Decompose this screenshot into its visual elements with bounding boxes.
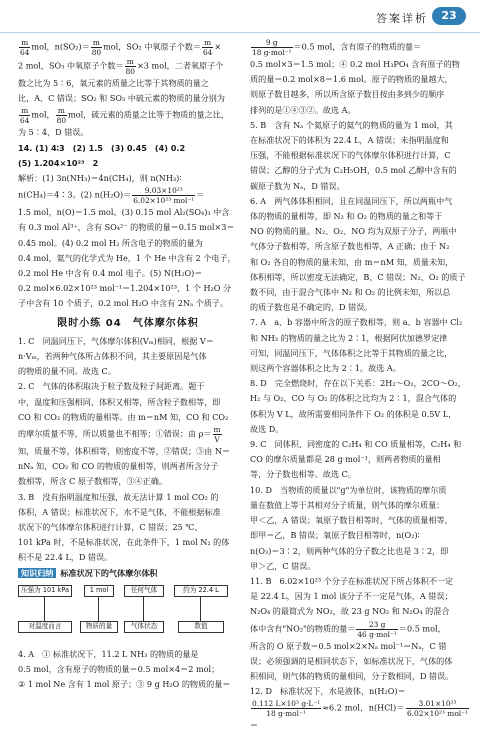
text-line: 0.4 mol，氦气的化学式为 He，1 个 He 中含有 2 个电子，: [18, 252, 236, 263]
text-line: n(CH₄)＝4∶3。(2) n(H₂O)＝ $\frac{\text{9.03×10²³}}{\text{6.02×10²³ mol⁻¹}}$ ＝: [18, 186, 205, 206]
diagram-box: 对温度而言: [18, 621, 72, 633]
text-line: n(O₃)＝3∶2，则两种气体的分子数之比也是 3∶2，即: [250, 545, 449, 556]
text-line: 和 NH₃ 的物质的量之比为 2∶1，根据阿伏加德罗定律: [250, 332, 448, 343]
text-line: 积不是 22.4 L，D 错误。: [18, 552, 113, 563]
text-line: 的质子数也是不确定的，D 错误。: [250, 302, 373, 313]
text-line: 故选 D。: [250, 423, 284, 434]
text-line: 质的量＝0.2 mol×8＝1.6 mol。原子的物质的量越大，: [250, 74, 453, 85]
fraction: $\frac{m}{64}$: [20, 106, 30, 126]
text-line: 碳原子数为 Nₐ，D 错误。: [250, 180, 345, 191]
text-line: 即甲＝乙，B 错误；氧原子数目相等时，n(O₂)∶: [250, 530, 420, 541]
text-line: 3. B 没有指明温度和压强，故无法计算 1 mol CO₂ 的: [18, 491, 219, 502]
text-line: 体积相等，所以密度无法确定，B、C 错误；N₂、O₂ 的质子: [250, 271, 466, 282]
fraction: $\frac{23 g}{\text{46 g·mol⁻¹}}$: [357, 619, 397, 639]
text-line: 甲＜乙，A 错误；氧原子数目相等时，气体的质量相等，: [250, 515, 453, 526]
page-number: 23: [432, 7, 466, 25]
text-line: 体积为 V L，故所需要相同条件下 O₂ 的体积是 0.5V L，: [250, 408, 457, 419]
diagram-box: 任何气体: [124, 585, 164, 597]
diagram-box: 压强为 101 kPa: [18, 585, 72, 597]
text-line: 数相等，所含 C 原子数相等，③④正确。: [18, 476, 167, 487]
text-line: 的物质的量不同。故选 C。: [18, 366, 116, 377]
fraction: $\frac{\text{0.112 L×10³ g·L⁻¹}}{\text{18 g·mol⁻¹}}$: [252, 699, 321, 719]
text-line: 7. A a、b 容器中所含的原子数相等，则 a、b 容器中 Cl₂: [250, 317, 463, 328]
text-line: 子中含有 10 个质子，0.2 mol H₂O 中含有 2Nₐ 个质子。: [18, 298, 229, 309]
text-line: 比，A、C 错误；SO₂ 和 SO₃ 中硫元素的物质的量分别为: [18, 93, 225, 104]
text-line: 甲＞乙，C 错误。: [250, 560, 316, 571]
text-line: N₂O₄ 的最简式为 NO₂，故 23 g NO₂ 和 N₂O₄ 的混合: [250, 606, 450, 617]
text-line: 8. D 完全燃烧时，存在以下关系：2H₂～O₂，2CO～O₂，: [250, 378, 466, 389]
diagram-box: 数值: [178, 621, 224, 633]
answer-14-b: (5) 1.204×10²³ 2: [18, 157, 99, 168]
text-line: 排列的是①④③②。故选 A。: [250, 104, 356, 115]
fraction: $\frac{m}{64}$: [20, 38, 30, 57]
fraction: $\frac{m}{80}$: [56, 106, 67, 126]
text-line: 数不同，由于混合气体中 N₂ 和 O₂ 的比例未知，所以总: [250, 287, 451, 298]
text-line: 4. A ① 标准状况下，11.2 L NH₃ 的物质的量是: [18, 648, 199, 659]
text-line: 所含的 O 原子数＝0.5 mol×2×Nₐ mol⁻¹＝Nₐ，C 错: [250, 640, 447, 651]
fraction: $\frac{9 g}{\text{18 g·mol⁻¹}}$: [252, 38, 292, 57]
text-line: 6. A 两气体体积相同，且在同温同压下，所以两瓶中气: [250, 195, 453, 206]
diagram-line: [98, 596, 99, 621]
text-line: 误；必须强调的是相同状态下，如标准状况下，气体的体: [250, 655, 453, 666]
header-title: 答案详析: [376, 12, 428, 25]
diagram-box: 气体状态: [124, 621, 164, 633]
text-line: 12. D 标准状况下，水是液体，n(H₂O)＝: [250, 686, 406, 697]
text-line: H₂ 与 O₂、CO 与 O₂ 的体积之比均为 2∶1，混合气体的: [250, 393, 457, 404]
text-line: CO 的摩尔质量都是 28 g·mol⁻¹，则两者物质的量相: [250, 454, 441, 465]
knowledge-summary-title: 知识归纳 标准状况下的气体摩尔体积: [18, 566, 238, 581]
text-line: nNₐ 知，CO₂ 和 CO 的物质的量相等，则两者所含分子: [18, 461, 219, 472]
text-line: ② 1 mol Ne 含有 1 mol 原子；③ 9 g H₂O 的物质的量＝: [18, 679, 231, 690]
text-line: 2. C 气体的体积取决于粒子数及粒子间距离。题干: [18, 381, 205, 392]
text-line: 为 5∶4，D 错误。: [18, 127, 89, 138]
diagram-box: 1 mol: [84, 585, 114, 597]
diagram-box: 物质的量: [80, 621, 118, 633]
text-line: 是 22.4 L，因为 1 mol 该分子不一定是气体，A 错误；: [250, 591, 453, 602]
fraction: $\frac{m}{64}$: [202, 38, 213, 57]
text-line: 气体分子数相等，所含原子数也相等，A 正确；由于 N₂: [250, 241, 450, 252]
text-line: 则原子数目越多，所以所含原子数目按由多到少的顺序: [250, 89, 445, 100]
text-line: 在标准状况下的体积为 22.4 L，A 错误；未指明温度和: [250, 135, 449, 146]
text-line: 体的物质的量相等，即 N₂ 和 O₂ 的物质的量之和等于: [250, 211, 443, 222]
fraction: $\frac{m}{V}$: [213, 425, 221, 445]
text-line: 压强，不能根据标准状况下的气体摩尔体积进行计算，C: [250, 150, 451, 161]
text-line: n·Vₘ，若两种气体所占体积不同，其主要原因是气体: [18, 351, 207, 362]
text-line: 中，温度和压强相同，体积又相等，所含粒子数相等，即: [18, 396, 221, 407]
text-line: 0.5 mol×3＝1.5 mol；④ 0.2 mol H₃PO₄ 含有原子的物: [250, 59, 460, 69]
text-line: 则这两个容器体积之比为 2∶1。故选 A。: [250, 363, 401, 374]
text-line: 0.45 mol。(4) 0.2 mol H₂ 所含电子的物质的量为: [18, 237, 203, 248]
text-line: 101 kPa 时，不是标准状况，在此条件下，1 mol N₂ 的体: [18, 537, 230, 548]
section-title: 限时小练 04 气体摩尔体积: [57, 317, 199, 329]
text-line: 体中含有"NO₂"的物质的量＝ $\frac{23 g}{\text{46 g·mol⁻¹}}$ ＝0.5 mol，: [250, 619, 446, 639]
text-line: 10. D 当物质的质量以"g"为单位时，该物质的摩尔质: [250, 484, 447, 495]
text-line: $\frac{m}{64}$ mol， $\frac{m}{80}$ mol，硫元素的质量之比等于物质的量之比，: [20, 106, 229, 126]
text-line: 5. B 含有 Nₐ 个氦原子的氦气的物质的量为 1 mol，其: [250, 119, 453, 130]
diagram-line: [200, 596, 201, 621]
diagram-line: [143, 596, 144, 621]
text-line: 1.5 mol，n(O)＝1.5 mol。(3) 0.15 mol Al₂(SO₄)₃ 中含: [18, 207, 230, 218]
text-line: 状况下的气体摩尔体积进行计算，C 错误；25 ℃、: [18, 522, 203, 533]
text-line: 可知，同温同压下，气体体积之比等于其物质的量之比，: [250, 347, 453, 358]
text-line: $\frac{9 g}{\text{18 g·mol⁻¹}}$ ＝0.5 mol，含有原子的物质的量＝: [252, 38, 422, 57]
text-line: NO 的物质的量。N₂、O₂、NO 均为双原子分子，两瓶中: [250, 226, 457, 237]
right-column: [250, 38, 470, 734]
diagram-box: 约为 22.4 L: [174, 585, 228, 597]
text-line: 11. B 6.02×10²³ 个分子在标准状况下所占体积不一定: [250, 575, 454, 586]
text-line: 0.2 mol×6.02×10²³ mol⁻¹＝1.204×10²³，1 个 H₂O 分: [18, 283, 232, 294]
text-line: 解析：(1) 3n(NH₃)＝4n(CH₄)，则 n(NH₃)∶: [18, 173, 182, 184]
text-line: 2 mol，SO₃ 中氧原子个数＝ $\frac{m}{80}$ ×3 mol，二者氧原子个: [18, 57, 224, 76]
fraction: $\frac{\text{3.01×10²³}}{\text{6.02×10²³ mol⁻¹}}$: [406, 699, 468, 719]
left-column: [18, 38, 238, 693]
text-line: 量在数值上等于其相对分子质量，则气体的摩尔质量：: [250, 499, 445, 510]
text-line: 积相同，则气体的物质的量相同，分子数相同，D 错误。: [250, 670, 454, 681]
fraction: $\frac{\text{9.03×10²³}}{\text{6.02×10²³ mol⁻¹}}$: [133, 186, 195, 206]
diagram-line: [44, 596, 45, 621]
text-line: 1. C 同温同压下，气体摩尔体积(Vₘ)相同，根据 V＝: [18, 335, 214, 346]
text-line: 体积，A 错误；标准状况下，水不是气体，不能根据标准: [18, 506, 221, 517]
text-line: 0.2 mol He 中含有 0.4 mol 电子。(5) N(H₂O)＝: [18, 268, 203, 279]
answer-14: 14. (1) 4∶3 (2) 1.5 (3) 0.45 (4) 0.2: [18, 142, 186, 153]
text-line: 9. C 同体积、同密度的 C₂H₄ 和 CO 质量相等，C₂H₄ 和: [250, 439, 462, 450]
text-line: 等，分子数也相等。故选 C。: [250, 469, 356, 480]
text-line: 错误；乙醇的分子式为 C₂H₅OH，0.5 mol 乙醇中含有的: [250, 165, 457, 176]
text-line: $\frac{\text{0.112 L×10³ g·L⁻¹}}{\text{18 g·mol⁻¹}}$ ≈6.2 mol，n(HCl)＝ $\frac{\text{3.01×10²³}}{\text{6.02×10²³ mol⁻¹}}$ ＝: [250, 699, 468, 731]
fraction: $\frac{m}{80}$: [125, 57, 136, 76]
text-line: 有 0.3 mol Al³⁺，含有 SO₄²⁻ 的物质的量＝0.15 mol×3＝: [18, 222, 235, 233]
text-line: 的摩尔质量不等，所以质量也不相等；①错误；由 ρ＝ $\frac{m}{V}$: [18, 425, 221, 445]
knowledge-diagram: [18, 583, 238, 643]
page-header: [0, 0, 480, 33]
text-line: 和 O₂ 各自的物质的量未知，由 m＝nM 知，质量未知，: [250, 256, 454, 267]
text-line: 数之比为 5∶6，氧元素的质量之比等于其物质的量之: [18, 78, 209, 88]
text-line: 知，质量不等，体积相等，则密度不等，②错误；③由 N＝: [18, 446, 231, 457]
text-line: CO 和 CO₂ 的物质的量相等。由 m＝nM 知，CO 和 CO₂: [18, 411, 229, 422]
fraction: $\frac{m}{80}$: [91, 38, 102, 57]
text-line: 0.5 mol，含有原子的物质的量＝0.5 mol×4＝2 mol；: [18, 664, 220, 675]
text-line: $\frac{m}{64}$ mol，n(SO₂)＝ $\frac{m}{80}$ mol，SO₂ 中氧原子个数＝ $\frac{m}{64}$ ×: [20, 38, 222, 57]
